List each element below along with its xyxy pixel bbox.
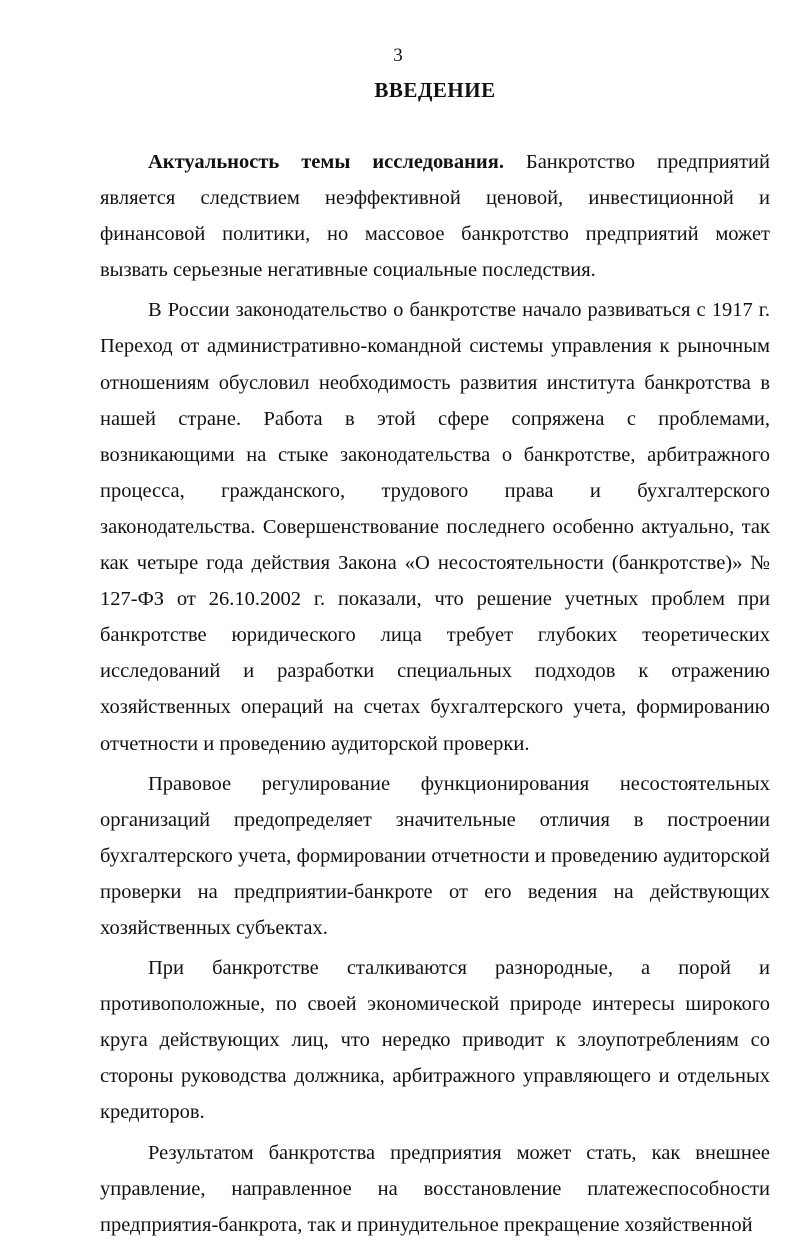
- paragraph-lead: Актуальность темы исследования.: [148, 151, 504, 173]
- body-text: [100, 144, 770, 1247]
- paragraph-result: [100, 1135, 770, 1243]
- page-number: 3: [393, 45, 403, 66]
- paragraph-history: [100, 292, 770, 761]
- paragraph-relevance: [100, 144, 770, 288]
- paragraph-text: При банкротстве сталкиваются разнородные, а порой и противоположные, по своей экономической природе интересы широкого круга действующих лиц, что нередко приводит к злоупотреблениям со стороны руководства должника, арбитражного управляющего и отдельных кредиторов.: [100, 957, 770, 1124]
- paragraph-text: Правовое регулирование функционирования несостоятельных организаций предопределяет значительные отличия в построении бухгалтерского учета, формировании отчетности и проведению аудиторской проверки на предприятии-банкроте от его ведения на действующих хозяйственных субъектах.: [100, 772, 770, 939]
- paragraph-interests: [100, 950, 770, 1130]
- paragraph-text: В России законодательство о банкротстве начало развиваться с 1917 г. Переход от административно-командной системы управления к рыночным отношениям обусловил необходимость развития института банкротства в нашей стране. Работа в этой сфере сопряжена с проблемами, возникающими на стыке законодательства о банкротстве, арбитражного процесса, гражданского, трудового права и бухгалтерского законодательства. Совершенствование последнего особенно актуально, так как четыре года действия Закона «О несостоятельности (банкротстве)» № 127-ФЗ от 26.10.2002 г. показали, что решение учетных проблем при банкротстве юридического лица требует глубоких теоретических исследований и разработки специальных подходов к отражению хозяйственных операций на счетах бухгалтерского учета, формированию отчетности и проведению аудиторской проверки.: [100, 299, 770, 755]
- paragraph-regulation: [100, 766, 770, 946]
- paragraph-text: Результатом банкротства предприятия может стать, как внешнее управление, направленное на восстановление платежеспособности предприятия-банкрота, так и принудительное прекращение хозяйственной: [100, 1141, 770, 1236]
- section-heading: ВВЕДЕНИЕ: [374, 78, 496, 102]
- paragraph-text: Банкротство предприятий является следствием неэффективной ценовой, инвестиционной и финансовой политики, но массовое банкротство предприятий может вызвать серьезные негативные социальные последствия.: [100, 151, 771, 282]
